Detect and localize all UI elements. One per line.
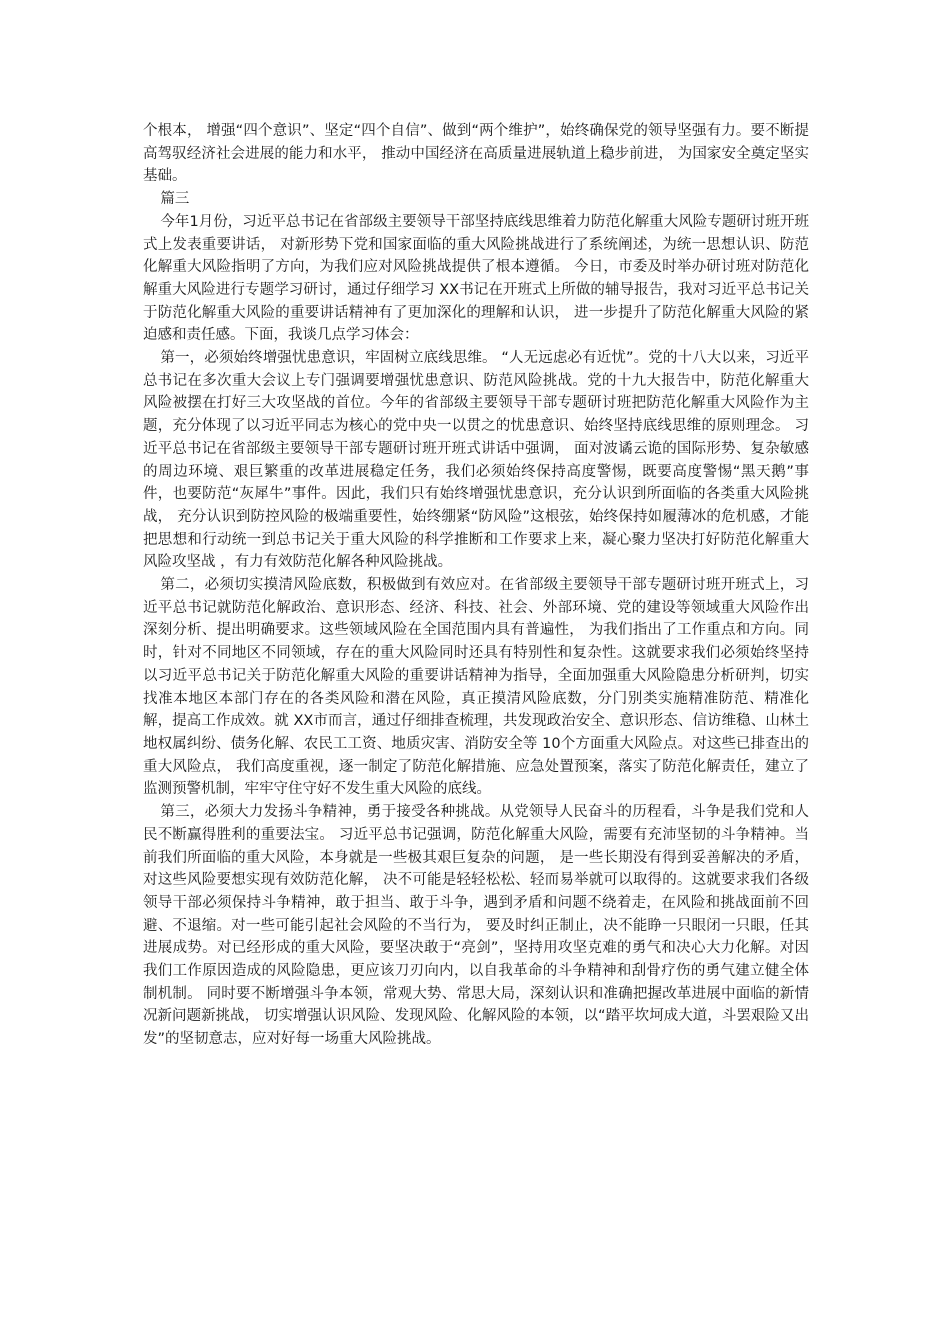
paragraph-intro: 今年1月份，习近平总书记在省部级主要领导干部坚持底线思维着力防范化解重大风险专题研讨班开班式上发表重要讲话， 对新形势下党和国家面临的重大风险挑战进行了系统阐述，为统一思想认识、防范化解重大风险指明了方向，为我们应对风险挑战提供了根本遵循。 今日，市委及时举办研讨班对防范化解重大风险进行专题学习研讨，通过仔细学习 XX书记在开班式上所做的辅导报告，我对习近平总书记关于防范化解重大风险的重要讲话精神有了更加深化的理解和认识， 进一步提升了防范化解重大风险的紧迫感和责任感。下面，我谈几点学习体会：: [143, 213, 809, 344]
paragraph-first-point: 第一，必须始终增强忧患意识，牢固树立底线思维。 “人无远虑必有近忧”。党的十八大以来，习近平总书记在多次重大会议上专门强调要增强忧患意识、防范风险挑战。党的十九大报告中，防范化解重大风险被摆在打好三大攻坚战的首位。今年的省部级主要领导干部专题研讨班把防范化解重大风险作为主题，充分体现了以习近平同志为核心的党中央一以贯之的忧患意识、始终坚持底线思维的原则理念。 习近平总书记在省部级主要领导干部专题研讨班开班式讲话中强调， 面对波谲云诡的国际形势、复杂敏感的周边环境、艰巨繁重的改革进展稳定任务，我们必须始终保持高度警惕，既要高度警惕“黑天鹅”事件，也要防范“灰犀牛”事件。因此，我们只有始终增强忧患意识，充分认识到所面临的各类重大风险挑战， 充分认识到防控风险的极端重要性，始终绷紧“防风险”这根弦，始终保持如履薄冰的危机感，才能把思想和行动统一到总书记关于重大风险的科学推断和工作要求上来，凝心聚力坚决打好防范化解重大风险攻坚战 ，有力有效防范化解各种风险挑战。: [143, 350, 809, 571]
document-body: [143, 120, 809, 1051]
section-heading: 篇三: [160, 191, 190, 208]
paragraph-third-point: 第三，必须大力发扬斗争精神，勇于接受各种挑战。从党领导人民奋斗的历程看，斗争是我们党和人民不断赢得胜利的重要法宝。 习近平总书记强调，防范化解重大风险，需要有充沛坚韧的斗争精神。当前我们所面临的重大风险，本身就是一些极其艰巨复杂的问题， 是一些长期没有得到妥善解决的矛盾，对这些风险要想实现有效防范化解， 决不可能是轻轻松松、轻而易举就可以取得的。这就要求我们各级领导干部必须保持斗争精神，敢于担当、敢于斗争，遇到矛盾和问题不绕着走，在风险和挑战面前不回避、不退缩。对一些可能引起社会风险的不当行为， 要及时纠正制止，决不能睁一只眼闭一只眼，任其进展成势。对已经形成的重大风险，要坚决敢于“亮剑”，坚持用攻坚克难的勇气和决心大力化解。对因我们工作原因造成的风险隐患，更应该刀刃向内，以自我革命的斗争精神和刮骨疗伤的勇气建立健全体制机制。 同时要不断增强斗争本领，常观大势、常思大局，深刻认识和准确把握改革进展中面临的新情况新问题新挑战， 切实增强认识风险、发现风险、化解风险的本领，以“踏平坎坷成大道，斗罢艰险又出发”的坚韧意志，应对好每一场重大风险挑战。: [143, 804, 809, 1048]
paragraph-second-point: 第二，必须切实摸清风险底数，积极做到有效应对。在省部级主要领导干部专题研讨班开班式上，习近平总书记就防范化解政治、意识形态、经济、科技、社会、外部环境、党的建设等领域重大风险作出深刻分析、提出明确要求。这些领域风险在全国范围内具有普遍性， 为我们指出了工作重点和方向。同时，针对不同地区不同领域，存在的重大风险同时还具有特别性和复杂性。这就要求我们必须始终坚持以习近平总书记关于防范化解重大风险的重要讲话精神为指导，全面加强重大风险隐患分析研判，切实找准本地区本部门存在的各类风险和潜在风险，真正摸清风险底数，分门别类实施精准防范、精准化解，提高工作成效。就 XX市而言，通过仔细排查梳理，共发现政治安全、意识形态、信访维稳、山林土地权属纠纷、债务化解、农民工工资、地质灾害、消防安全等 10个方面重大风险点。对这些已排查出的重大风险点， 我们高度重视，逐一制定了防范化解措施、应急处置预案，落实了防范化解责任，建立了监测预警机制，牢牢守住守好不发生重大风险的底线。: [143, 577, 809, 798]
continued-paragraph: 个根本， 增强“四个意识”、坚定“四个自信”、做到“两个维护”，始终确保党的领导坚强有力。要不断提高驾驭经济社会进展的能力和水平， 推动中国经济在高质量进展轨道上稳步前进， 为国家安全奠定坚实基础。: [143, 123, 809, 185]
